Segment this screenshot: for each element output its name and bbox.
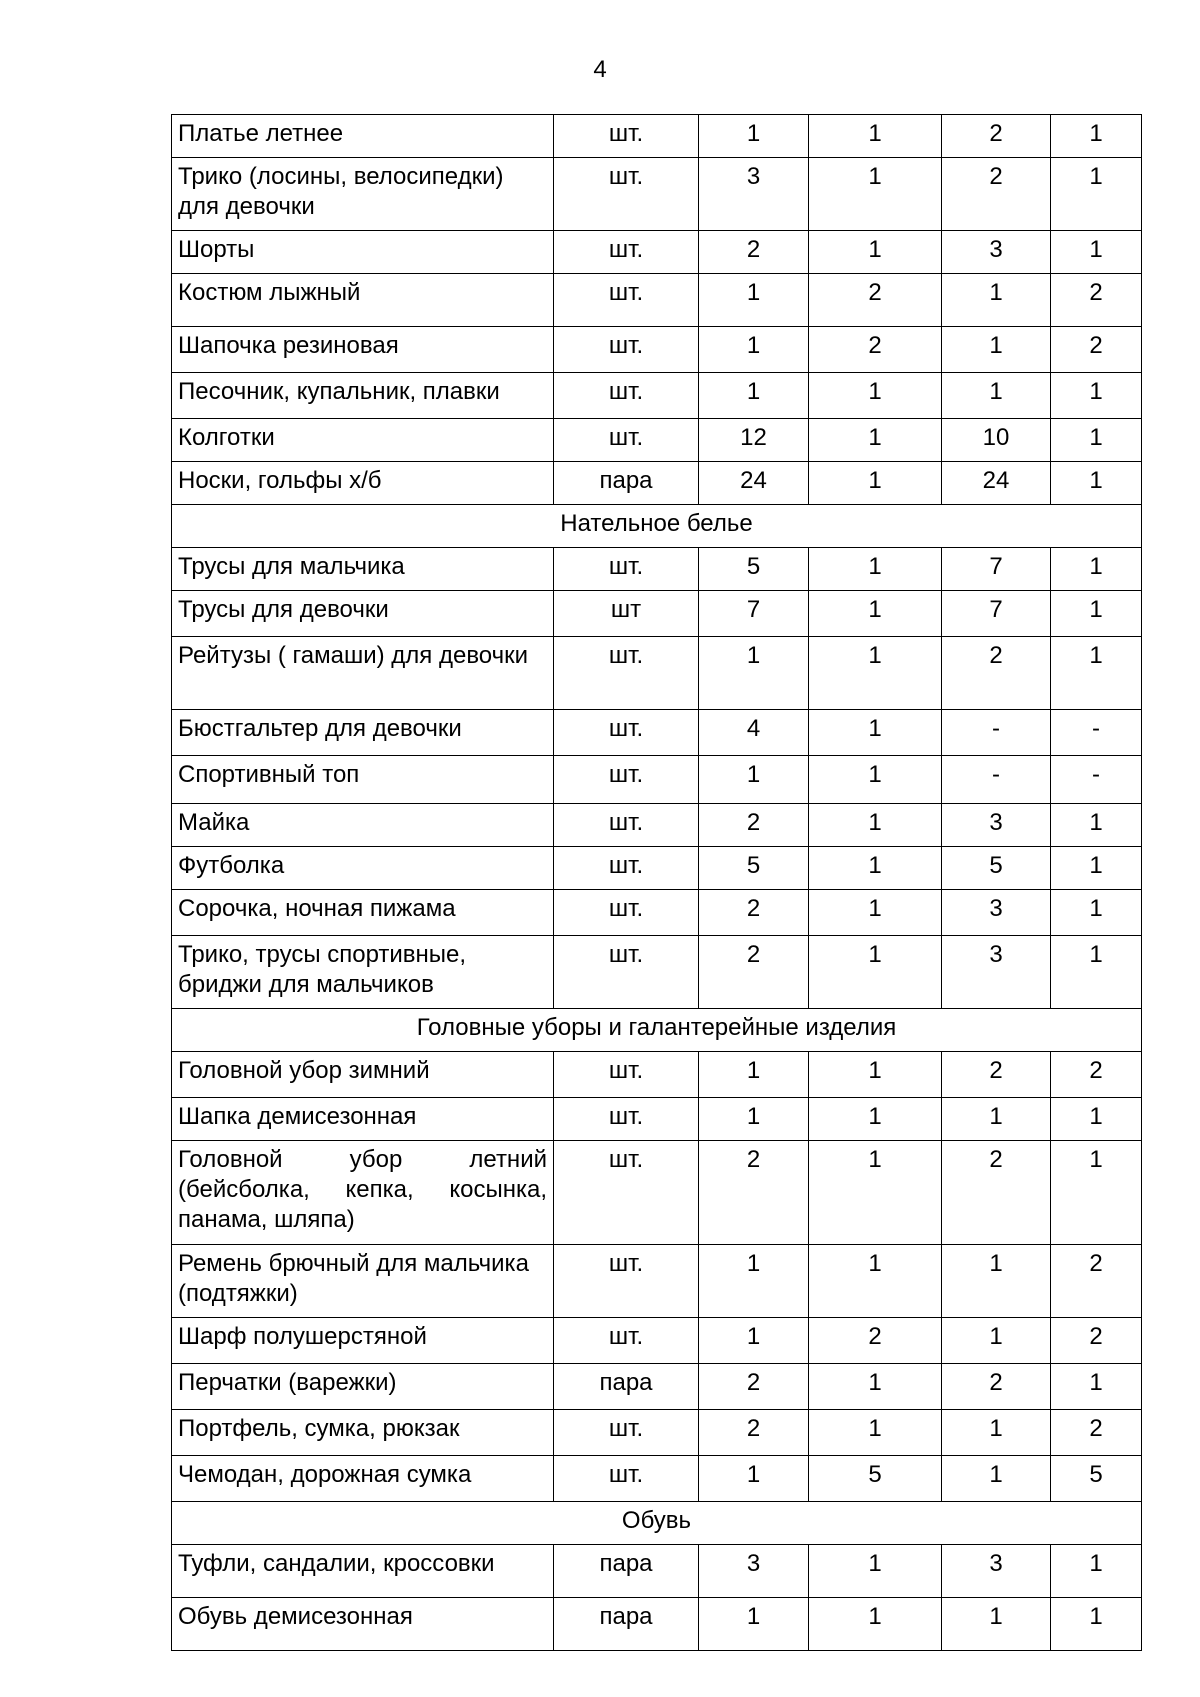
- item-name-cell: Перчатки (варежки): [172, 1364, 554, 1410]
- unit-cell: пара: [554, 1545, 699, 1598]
- item-name-cell: Трико (лосины, велосипедки) для девочки: [172, 158, 554, 231]
- value-cell: -: [942, 756, 1051, 804]
- value-cell: 1: [809, 419, 942, 462]
- value-cell: 5: [699, 847, 809, 890]
- value-cell: 1: [809, 804, 942, 847]
- item-name-cell: Шапка демисезонная: [172, 1098, 554, 1141]
- unit-cell: шт.: [554, 419, 699, 462]
- unit-cell: шт.: [554, 327, 699, 373]
- value-cell: 3: [942, 936, 1051, 1009]
- value-cell: 2: [699, 231, 809, 274]
- value-cell: 1: [942, 1598, 1051, 1651]
- section-header-row: [172, 1009, 1142, 1052]
- item-name-cell: Майка: [172, 804, 554, 847]
- value-cell: 7: [942, 548, 1051, 591]
- unit-cell: шт.: [554, 1318, 699, 1364]
- value-cell: 2: [699, 936, 809, 1009]
- value-cell: 2: [809, 274, 942, 327]
- value-cell: 3: [699, 158, 809, 231]
- value-cell: 2: [1051, 274, 1142, 327]
- value-cell: 4: [699, 710, 809, 756]
- value-cell: 1: [1051, 1364, 1142, 1410]
- value-cell: 2: [1051, 1245, 1142, 1318]
- unit-cell: шт: [554, 591, 699, 637]
- unit-cell: шт.: [554, 1098, 699, 1141]
- value-cell: 1: [1051, 637, 1142, 710]
- unit-cell: шт.: [554, 158, 699, 231]
- value-cell: 1: [809, 1098, 942, 1141]
- item-name-cell: Шапочка резиновая: [172, 327, 554, 373]
- table-row: [172, 710, 1142, 756]
- value-cell: 1: [809, 462, 942, 505]
- value-cell: 3: [942, 890, 1051, 936]
- value-cell: 1: [699, 637, 809, 710]
- value-cell: 1: [1051, 804, 1142, 847]
- unit-cell: шт.: [554, 1410, 699, 1456]
- item-name-cell: Ремень брючный для мальчика (подтяжки): [172, 1245, 554, 1318]
- value-cell: 1: [1051, 1098, 1142, 1141]
- value-cell: 2: [699, 1364, 809, 1410]
- item-name-cell: Портфель, сумка, рюкзак: [172, 1410, 554, 1456]
- value-cell: 1: [699, 327, 809, 373]
- value-cell: 1: [809, 637, 942, 710]
- value-cell: 1: [809, 231, 942, 274]
- value-cell: 1: [942, 1245, 1051, 1318]
- value-cell: 1: [1051, 1545, 1142, 1598]
- unit-cell: шт.: [554, 115, 699, 158]
- table-row: [172, 804, 1142, 847]
- unit-cell: шт.: [554, 1456, 699, 1502]
- unit-cell: шт.: [554, 804, 699, 847]
- value-cell: 1: [1051, 231, 1142, 274]
- value-cell: 1: [1051, 936, 1142, 1009]
- value-cell: 1: [809, 1598, 942, 1651]
- table-body: [172, 115, 1142, 1651]
- unit-cell: шт.: [554, 1141, 699, 1245]
- value-cell: 5: [699, 548, 809, 591]
- table-row: [172, 1364, 1142, 1410]
- unit-cell: шт.: [554, 637, 699, 710]
- item-name-cell: Рейтузы ( гамаши) для девочки: [172, 637, 554, 710]
- value-cell: 3: [942, 804, 1051, 847]
- item-name-cell: Головной убор летний (бейсболка, кепка, косынка, панама, шляпа): [172, 1141, 554, 1245]
- value-cell: 2: [699, 890, 809, 936]
- value-cell: 2: [1051, 1318, 1142, 1364]
- item-name-cell: Футболка: [172, 847, 554, 890]
- value-cell: 1: [809, 1245, 942, 1318]
- value-cell: 1: [1051, 890, 1142, 936]
- value-cell: 3: [942, 231, 1051, 274]
- value-cell: 3: [942, 1545, 1051, 1598]
- value-cell: 2: [942, 1364, 1051, 1410]
- value-cell: 1: [942, 1318, 1051, 1364]
- item-name-cell: Туфли, сандалии, кроссовки: [172, 1545, 554, 1598]
- table-row: [172, 847, 1142, 890]
- value-cell: 24: [699, 462, 809, 505]
- value-cell: 7: [699, 591, 809, 637]
- value-cell: 1: [1051, 591, 1142, 637]
- item-name-cell: Обувь демисезонная: [172, 1598, 554, 1651]
- value-cell: 1: [809, 1545, 942, 1598]
- table-row: [172, 231, 1142, 274]
- item-name-cell: Трусы для девочки: [172, 591, 554, 637]
- value-cell: 1: [809, 890, 942, 936]
- value-cell: 1: [699, 756, 809, 804]
- value-cell: 1: [699, 1318, 809, 1364]
- value-cell: 1: [1051, 847, 1142, 890]
- table-row: [172, 1545, 1142, 1598]
- value-cell: 1: [699, 1598, 809, 1651]
- value-cell: 1: [942, 1410, 1051, 1456]
- value-cell: -: [942, 710, 1051, 756]
- section-title: Нательное белье: [172, 505, 1142, 548]
- value-cell: 24: [942, 462, 1051, 505]
- value-cell: 1: [809, 548, 942, 591]
- value-cell: 1: [1051, 373, 1142, 419]
- table-row: [172, 1456, 1142, 1502]
- value-cell: 1: [1051, 462, 1142, 505]
- value-cell: 1: [1051, 548, 1142, 591]
- value-cell: 2: [809, 1318, 942, 1364]
- value-cell: 2: [942, 115, 1051, 158]
- unit-cell: пара: [554, 1598, 699, 1651]
- table-row: [172, 327, 1142, 373]
- unit-cell: шт.: [554, 548, 699, 591]
- value-cell: 2: [1051, 1410, 1142, 1456]
- value-cell: 1: [809, 1052, 942, 1098]
- item-name-cell: Шорты: [172, 231, 554, 274]
- value-cell: 2: [942, 637, 1051, 710]
- table-row: [172, 373, 1142, 419]
- unit-cell: пара: [554, 1364, 699, 1410]
- unit-cell: шт.: [554, 1245, 699, 1318]
- value-cell: 2: [942, 158, 1051, 231]
- table-row: [172, 890, 1142, 936]
- value-cell: 1: [809, 756, 942, 804]
- value-cell: 1: [699, 1456, 809, 1502]
- item-name-cell: Шарф полушерстяной: [172, 1318, 554, 1364]
- value-cell: 1: [809, 847, 942, 890]
- item-name-cell: Костюм лыжный: [172, 274, 554, 327]
- table-row: [172, 274, 1142, 327]
- table-row: [172, 1318, 1142, 1364]
- value-cell: 2: [942, 1052, 1051, 1098]
- unit-cell: шт.: [554, 936, 699, 1009]
- value-cell: 1: [699, 1245, 809, 1318]
- unit-cell: шт.: [554, 1052, 699, 1098]
- value-cell: 2: [699, 804, 809, 847]
- table-row: [172, 115, 1142, 158]
- table-row: [172, 591, 1142, 637]
- page-number: 4: [593, 56, 607, 83]
- value-cell: 1: [1051, 419, 1142, 462]
- table-row: [172, 637, 1142, 710]
- unit-cell: шт.: [554, 710, 699, 756]
- item-name-cell: Трусы для мальчика: [172, 548, 554, 591]
- table-row: [172, 548, 1142, 591]
- value-cell: 10: [942, 419, 1051, 462]
- value-cell: 1: [809, 710, 942, 756]
- item-name-cell: Трико, трусы спортивные, бриджи для мальчиков: [172, 936, 554, 1009]
- item-name-cell: Носки, гольфы х/б: [172, 462, 554, 505]
- table-row: [172, 419, 1142, 462]
- unit-cell: шт.: [554, 847, 699, 890]
- unit-cell: шт.: [554, 231, 699, 274]
- value-cell: 7: [942, 591, 1051, 637]
- value-cell: 1: [942, 1456, 1051, 1502]
- table-row: [172, 1098, 1142, 1141]
- value-cell: 1: [809, 373, 942, 419]
- value-cell: 12: [699, 419, 809, 462]
- section-header-row: [172, 505, 1142, 548]
- value-cell: 1: [699, 115, 809, 158]
- item-name-cell: Бюстгальтер для девочки: [172, 710, 554, 756]
- value-cell: 1: [809, 936, 942, 1009]
- value-cell: 1: [809, 158, 942, 231]
- value-cell: 2: [699, 1141, 809, 1245]
- unit-cell: шт.: [554, 890, 699, 936]
- value-cell: 5: [1051, 1456, 1142, 1502]
- value-cell: 1: [942, 373, 1051, 419]
- item-name-cell: Спортивный топ: [172, 756, 554, 804]
- value-cell: 1: [809, 1364, 942, 1410]
- value-cell: 1: [942, 1098, 1051, 1141]
- value-cell: 1: [942, 274, 1051, 327]
- value-cell: 3: [699, 1545, 809, 1598]
- value-cell: 1: [809, 1410, 942, 1456]
- value-cell: 2: [809, 327, 942, 373]
- value-cell: 2: [1051, 1052, 1142, 1098]
- item-name-cell: Головной убор зимний: [172, 1052, 554, 1098]
- table-row: [172, 936, 1142, 1009]
- value-cell: 1: [1051, 1141, 1142, 1245]
- value-cell: 5: [809, 1456, 942, 1502]
- unit-cell: шт.: [554, 274, 699, 327]
- table-row: [172, 158, 1142, 231]
- table-row: [172, 1598, 1142, 1651]
- value-cell: 1: [699, 1052, 809, 1098]
- unit-cell: пара: [554, 462, 699, 505]
- value-cell: 1: [1051, 158, 1142, 231]
- section-title: Головные уборы и галантерейные изделия: [172, 1009, 1142, 1052]
- value-cell: 2: [699, 1410, 809, 1456]
- value-cell: -: [1051, 756, 1142, 804]
- unit-cell: шт.: [554, 756, 699, 804]
- item-name-cell: Песочник, купальник, плавки: [172, 373, 554, 419]
- table-row: [172, 756, 1142, 804]
- value-cell: -: [1051, 710, 1142, 756]
- item-name-cell: Колготки: [172, 419, 554, 462]
- table-row: [172, 1141, 1142, 1245]
- value-cell: 1: [1051, 115, 1142, 158]
- item-name-cell: Платье летнее: [172, 115, 554, 158]
- value-cell: 1: [809, 1141, 942, 1245]
- unit-cell: шт.: [554, 373, 699, 419]
- value-cell: 2: [1051, 327, 1142, 373]
- section-title: Обувь: [172, 1502, 1142, 1545]
- clothing-norms-table: [171, 114, 1142, 1651]
- value-cell: 1: [699, 373, 809, 419]
- value-cell: 1: [942, 327, 1051, 373]
- value-cell: 1: [699, 1098, 809, 1141]
- item-name-cell: Сорочка, ночная пижама: [172, 890, 554, 936]
- value-cell: 2: [942, 1141, 1051, 1245]
- table-row: [172, 1410, 1142, 1456]
- value-cell: 1: [809, 591, 942, 637]
- value-cell: 1: [809, 115, 942, 158]
- table-row: [172, 1245, 1142, 1318]
- value-cell: 1: [1051, 1598, 1142, 1651]
- value-cell: 1: [699, 274, 809, 327]
- section-header-row: [172, 1502, 1142, 1545]
- item-name-cell: Чемодан, дорожная сумка: [172, 1456, 554, 1502]
- value-cell: 5: [942, 847, 1051, 890]
- table-row: [172, 1052, 1142, 1098]
- table-row: [172, 462, 1142, 505]
